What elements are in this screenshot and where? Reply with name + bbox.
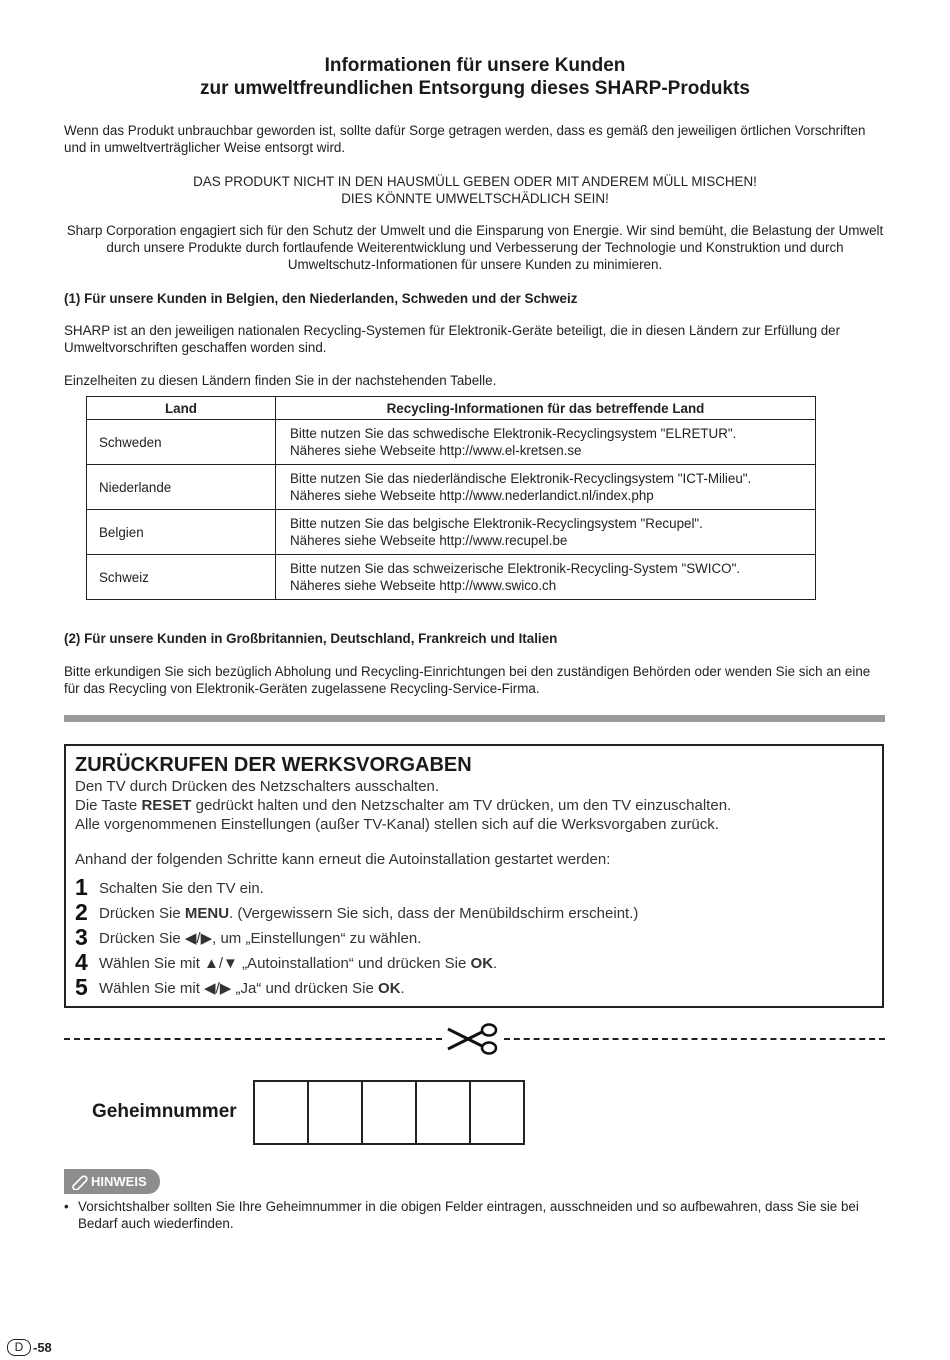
hinweis-label: HINWEIS xyxy=(91,1174,147,1189)
section-1-paragraph: SHARP ist an den jeweiligen nationalen Recycling-Systemen für Elektronik-Geräte beteiligt, die in diesen Ländern zur Erfüllung der Umweltvorschriften geschaffen worden sind. xyxy=(64,323,841,355)
info-cell xyxy=(276,465,816,510)
reset-line-2-post: gedrückt halten und den Netzschalter am TV drücken, um den TV einzuschalten. xyxy=(191,797,732,814)
pin-box xyxy=(255,1082,309,1143)
page-number: -58 xyxy=(33,1340,52,1355)
info-line: Bitte nutzen Sie das schwedische Elektronik-Recyclingsystem "ELRETUR". xyxy=(290,426,737,441)
step-text: Schalten Sie den TV ein. xyxy=(99,880,264,897)
hinweis-note xyxy=(64,1198,886,1232)
step-text-post: . (Vergewissern Sie sich, dass der Menübildschirm erscheint.) xyxy=(229,905,639,922)
reset-line-1: Den TV durch Drücken des Netzschalters ausschalten. xyxy=(75,778,440,795)
step-number: 1 xyxy=(75,874,88,900)
pin-box xyxy=(363,1082,417,1143)
country-cell: Schweiz xyxy=(87,555,276,600)
info-line: Bitte nutzen Sie das belgische Elektronik-Recyclingsystem "Recupel". xyxy=(290,516,703,531)
info-cell xyxy=(276,420,816,465)
step-3 xyxy=(75,924,421,951)
reset-line-2 xyxy=(75,797,731,815)
table-row xyxy=(87,420,816,465)
step-text: Wählen Sie mit ▲/▼ „Autoinstallation“ und drücken Sie xyxy=(99,955,471,972)
country-cell: Schweden xyxy=(87,420,276,465)
table-row xyxy=(87,555,816,600)
section-divider xyxy=(64,715,885,722)
step-key: MENU xyxy=(184,905,230,922)
title-line-1: Informationen für unsere Kunden xyxy=(324,55,626,76)
step-number: 4 xyxy=(75,949,88,975)
language-badge: D xyxy=(7,1339,31,1356)
cut-line-left xyxy=(64,1038,442,1040)
step-text: Wählen Sie mit ◀/▶ „Ja“ und drücken Sie xyxy=(99,980,379,997)
country-cell: Belgien xyxy=(87,510,276,555)
reset-line-4: Anhand der folgenden Schritte kann erneut die Autoinstallation gestartet werden: xyxy=(75,851,611,868)
intro-paragraph: Wenn das Produkt unbrauchbar geworden ist, sollte dafür Sorge getragen werden, dass es gemäß den jeweiligen örtlichen Vorschriften und in umweltverträglicher Weise entsorgt wird. xyxy=(64,123,866,155)
reset-line-3: Alle vorgenommenen Einstellungen (außer TV-Kanal) stellen sich auf die Werksvorgaben zurück. xyxy=(75,816,719,833)
page-title xyxy=(0,54,950,100)
step-text-post: . xyxy=(400,980,405,997)
website-line: Näheres siehe Webseite http://www.el-kretsen.se xyxy=(290,443,582,458)
info-cell xyxy=(276,510,816,555)
step-5 xyxy=(75,974,405,1001)
step-text: Drücken Sie xyxy=(99,905,185,922)
reset-line-2-pre: Die Taste xyxy=(75,797,142,814)
factory-reset-box xyxy=(64,744,884,1008)
section-2-heading: (2) Für unsere Kunden in Großbritannien, Deutschland, Frankreich und Italien xyxy=(64,631,558,646)
hinweis-badge xyxy=(64,1169,160,1194)
info-line: Bitte nutzen Sie das niederländische Elektronik-Recyclingsystem "ICT-Milieu". xyxy=(290,471,752,486)
website-line: Näheres siehe Webseite http://www.recupel.be xyxy=(290,533,568,548)
step-number: 3 xyxy=(75,924,88,950)
reset-title: ZURÜCKRUFEN DER WERKSVORGABEN xyxy=(75,754,472,776)
pin-box xyxy=(309,1082,363,1143)
cut-line-right xyxy=(504,1038,885,1040)
step-number: 2 xyxy=(75,899,88,925)
scissors-icon xyxy=(442,1022,502,1056)
pin-entry-boxes xyxy=(253,1080,525,1145)
header-land: Land xyxy=(87,397,276,420)
website-line: Näheres siehe Webseite http://www.nederlandict.nl/index.php xyxy=(290,488,654,503)
step-key: OK xyxy=(470,955,494,972)
country-cell: Niederlande xyxy=(87,465,276,510)
info-cell xyxy=(276,555,816,600)
reset-key: RESET xyxy=(141,797,192,814)
page-footer xyxy=(7,1339,52,1356)
section-2-paragraph: Bitte erkundigen Sie sich bezüglich Abholung und Recycling-Einrichtungen bei den zuständigen Behörden oder wenden Sie sich an eine für das Recycling von Elektronik-Geräten zugelassene Recycling-Service-Firma. xyxy=(64,664,871,696)
step-1 xyxy=(75,874,264,901)
recycling-table xyxy=(86,396,816,600)
pin-label: Geheimnummer xyxy=(92,1101,237,1122)
pin-box xyxy=(417,1082,471,1143)
table-row xyxy=(87,510,816,555)
title-line-2: zur umweltfreundlichen Entsorgung dieses SHARP-Produkts xyxy=(199,78,750,99)
website-line: Näheres siehe Webseite http://www.swico.ch xyxy=(290,578,557,593)
hinweis-text: Vorsichtshalber sollten Sie Ihre Geheimnummer in die obigen Felder eintragen, ausschneiden und so aufbewahren, dass Sie sie bei Bedarf auch wiederfinden. xyxy=(78,1199,859,1231)
section-1-table-intro: Einzelheiten zu diesen Ländern finden Sie in der nachstehenden Tabelle. xyxy=(64,373,497,388)
step-text: Drücken Sie ◀/▶, um „Einstellungen“ zu wählen. xyxy=(99,930,422,947)
step-4 xyxy=(75,949,497,976)
bullet: • xyxy=(64,1199,69,1214)
step-2 xyxy=(75,899,638,926)
table-row xyxy=(87,465,816,510)
table-header-row xyxy=(87,397,816,420)
step-number: 5 xyxy=(75,974,88,1000)
header-recycling-info: Recycling-Informationen für das betreffende Land xyxy=(276,397,816,420)
step-key: OK xyxy=(378,980,401,997)
sharp-commitment-paragraph: Sharp Corporation engagiert sich für den Schutz der Umwelt und die Einsparung von Energie. Wir sind bemüht, die Belastung der Umwelt durch unsere Produkte durch fortlaufende Weiterentwicklung und Verbesserung der Technologie und Konstruktion und durch Umweltschutz-Informationen für unsere Kunden zu minimieren. xyxy=(66,223,884,272)
step-text-post: . xyxy=(493,955,498,972)
pin-box xyxy=(471,1082,523,1143)
section-1-heading: (1) Für unsere Kunden in Belgien, den Niederlanden, Schweden und der Schweiz xyxy=(64,291,578,306)
paperclip-icon xyxy=(70,1174,88,1190)
info-line: Bitte nutzen Sie das schweizerische Elektronik-Recycling-System "SWICO". xyxy=(290,561,741,576)
warning-line-1: DAS PRODUKT NICHT IN DEN HAUSMÜLL GEBEN ODER MIT ANDEREM MÜLL MISCHEN! xyxy=(193,174,757,189)
warning-line-2: DIES KÖNNTE UMWELTSCHÄDLICH SEIN! xyxy=(341,191,609,206)
